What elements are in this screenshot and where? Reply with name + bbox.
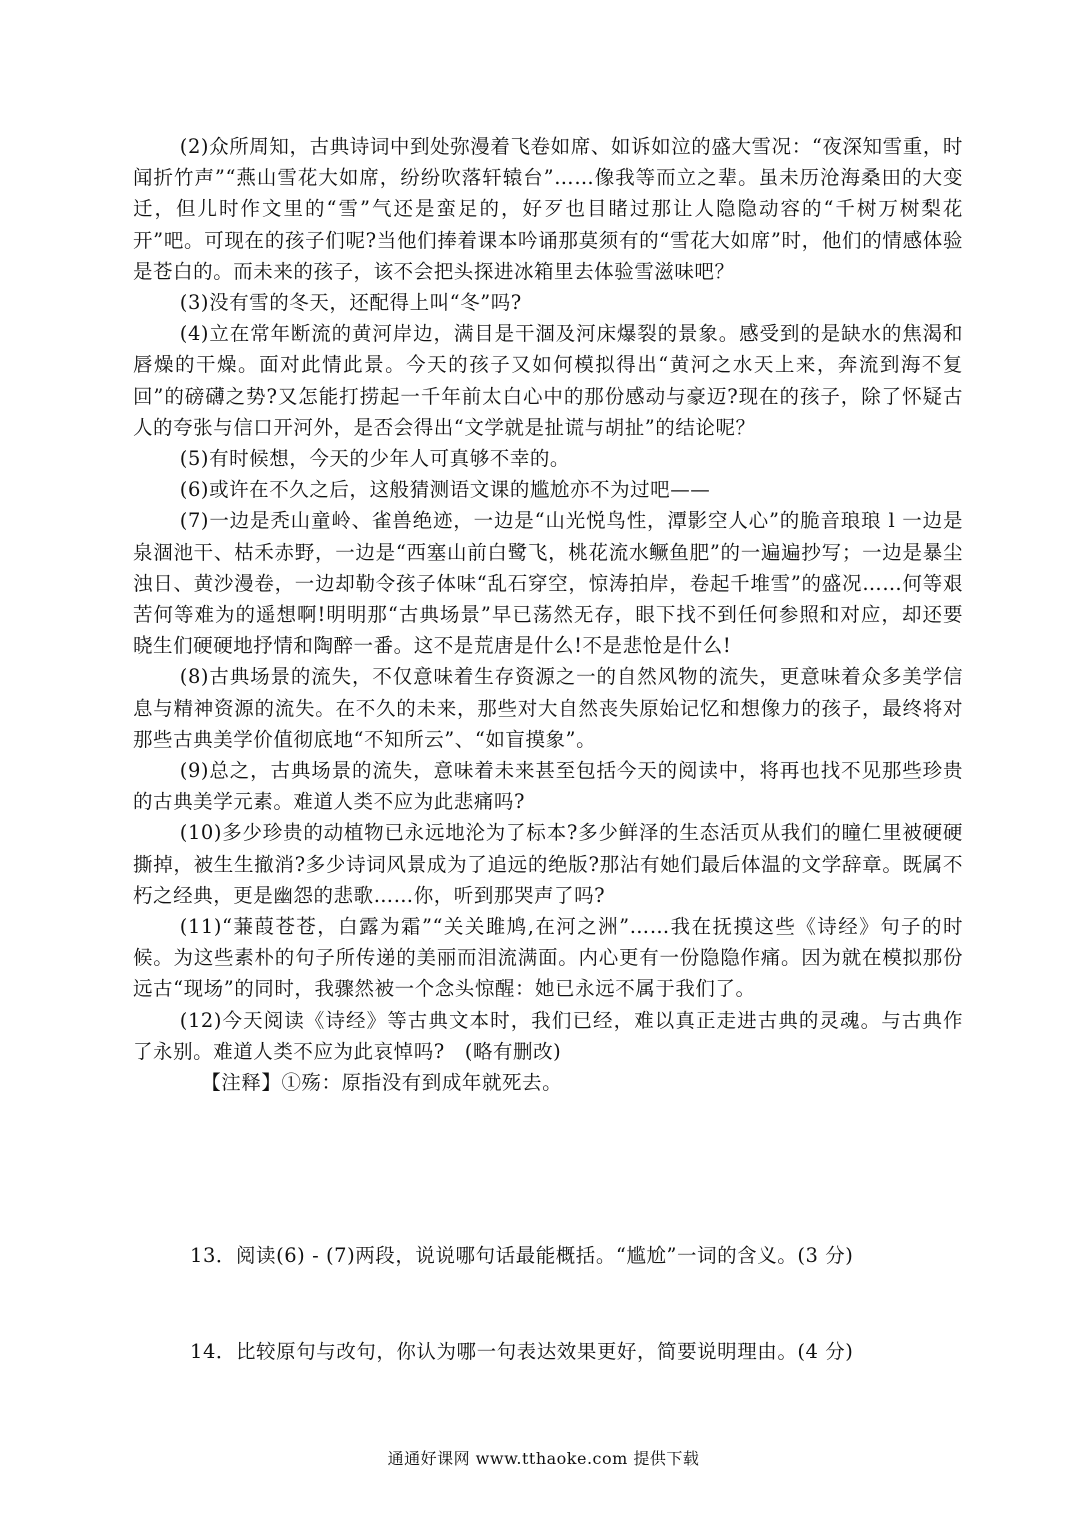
paragraph-3: (3)没有雪的冬天，还配得上叫“冬”吗? [179, 291, 522, 315]
article-body [133, 131, 963, 1098]
paragraph-4: (4)立在常年断流的黄河岸边，满目是干涸及河床爆裂的景象。感受到的是缺水的焦渴和唇燥的干燥。面对此情此景。今天的孩子又如何模拟得出“黄河之水天上来，奔流到海不复回”的磅礴之势?又怎能打捞起一千年前太白心中的那份感动与豪迈?现在的孩子，除了怀疑古人的夸张与信口开河外，是否会得出“文学就是扯谎与胡扯”的结论呢？ [133, 322, 963, 439]
paragraph-10: (10)多少珍贵的动植物已永远地沦为了标本?多少鲜泽的生态活页从我们的瞳仁里被硬硬撕掉，被生生撤消?多少诗词风景成为了追远的绝版?那沾有她们最后体温的文学辞章。既属不朽之经典，更是幽怨的悲歌……你，听到那哭声了吗? [133, 821, 963, 907]
paragraph-6: (6)或许在不久之后，这般猜测语文课的尴尬亦不为过吧—— [179, 478, 711, 502]
paragraph-7: (7)一边是秃山童岭、雀兽绝迹，一边是“山光悦鸟性，潭影空人心”的脆音琅琅 l 一边是泉涸池干、枯禾赤野，一边是“西塞山前白鹭飞，桃花流水鳜鱼肥”的一遍遍抄写；一边是暴尘浊日、黄沙漫卷，一边却勒令孩子体味“乱石穿空，惊涛拍岸，卷起千堆雪”的盛况……何等艰苦何等难为的遥想啊!明明那“古典场景”早已荡然无存，眼下找不到任何参照和对应，却还要晓生们硬硬地抒情和陶醉一番。这不是荒唐是什么!不是悲怆是什么! [133, 509, 963, 658]
paragraph-8: (8)古典场景的流失，不仅意味着生存资源之一的自然风物的流失，更意味着众多美学信息与精神资源的流失。在不久的未来，那些对大自然丧失原始记忆和想像力的孩子，最终将对那些古典美学价值彻底地“不知所云”、“如盲摸象”。 [133, 665, 963, 751]
annotation-note: 【注释】①殇：原指没有到成年就死去。 [201, 1071, 563, 1095]
question-14: 14．比较原句与改句，你认为哪一句表达效果更好，简要说明理由。(4 分) [190, 1340, 854, 1363]
page-footer: 通通好课网 www.tthaoke.com 提供下载 [387, 1449, 700, 1468]
paragraph-5: (5)有时候想，今天的少年人可真够不幸的。 [179, 447, 570, 471]
paragraph-11: (11)“蒹葭苍苍，白露为霜”“关关雎鸠,在河之洲”……我在抚摸这些《诗经》句子的时候。为这些素朴的句子所传递的美丽而泪流满面。内心更有一份隐隐作痛。因为就在模拟那份远古“现场”的同时，我骤然被一个念头惊醒：她已永远不属于我们了。 [133, 915, 963, 1001]
paragraph-2: (2)众所周知，古典诗词中到处弥漫着飞卷如席、如诉如泣的盛大雪况：“夜深知雪重，时闻折竹声”“燕山雪花大如席，纷纷吹落轩辕台”……像我等而立之辈。虽未历沧海桑田的大变迁，但儿时作文里的“雪”气还是蛮足的，好歹也目睹过那让人隐隐动容的“千树万树梨花开”吧。可现在的孩子们呢?当他们捧着课本吟诵那莫须有的“雪花大如席”时，他们的情感体验是苍白的。而未来的孩子，该不会把头探进冰箱里去体验雪滋味吧？ [133, 135, 963, 283]
question-13: 13．阅读(6) - (7)两段，说说哪句话最能概括。“尴尬”一词的含义。(3 分) [190, 1244, 854, 1267]
paragraph-9: (9)总之，古典场景的流失，意味着未来甚至包括今天的阅读中，将再也找不见那些珍贵的古典美学元素。难道人类不应为此悲痛吗? [133, 759, 963, 814]
paragraph-12: (12)今天阅读《诗经》等古典文本时，我们已经，难以真正走进古典的灵魂。与古典作了永别。难道人类不应为此哀悼吗? (略有删改) [133, 1008, 963, 1063]
